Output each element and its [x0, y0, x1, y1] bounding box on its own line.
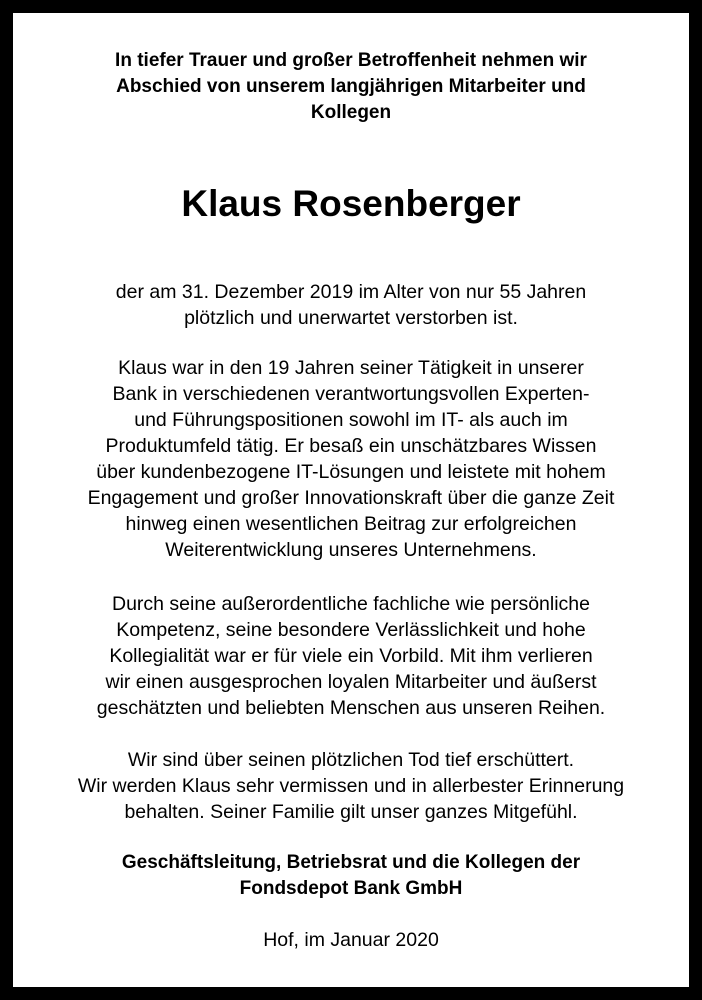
obituary-content — [13, 13, 689, 987]
obituary-frame — [13, 13, 689, 987]
paragraph3-line-5: geschätzten und beliebten Menschen aus unseren Reihen. — [96, 697, 606, 719]
paragraph2-line-2: Bank in verschiedenen verantwortungsvollen Experten- — [112, 383, 590, 405]
signature-line-1: Geschäftsleitung, Betriebsrat und die Kollegen der — [121, 852, 581, 873]
paragraph2-line-3: und Führungspositionen sowohl im IT- als auch im — [134, 409, 568, 431]
paragraph4-line-2: Wir werden Klaus sehr vermissen und in allerbester Erinnerung — [77, 775, 625, 797]
intro-line-1: In tiefer Trauer und großer Betroffenheit nehmen wir — [115, 50, 587, 71]
paragraph4-line-3: behalten. Seiner Familie gilt unser ganzes Mitgefühl. — [124, 801, 578, 823]
paragraph3-line-1: Durch seine außerordentliche fachliche wie persönliche — [111, 593, 590, 615]
place-date: Hof, im Januar 2020 — [263, 929, 439, 951]
paragraph2-line-4: Produktumfeld tätig. Er besaß ein unschätzbares Wissen — [105, 435, 597, 457]
deceased-name: Klaus Rosenberger — [181, 183, 521, 224]
intro-line-3: Kollegen — [310, 102, 392, 123]
paragraph2-line-6: Engagement und großer Innovationskraft über die ganze Zeit — [87, 487, 615, 509]
paragraph2-line-1: Klaus war in den 19 Jahren seiner Tätigkeit in unserer — [118, 357, 584, 379]
paragraph3-line-3: Kollegialität war er für viele ein Vorbild. Mit ihm verlieren — [109, 645, 593, 667]
paragraph1-line-2: plötzlich und unerwartet verstorben ist. — [184, 307, 518, 329]
paragraph4-line-1: Wir sind über seinen plötzlichen Tod tief erschüttert. — [127, 749, 575, 771]
paragraph2-line-7: hinweg einen wesentlichen Beitrag zur erfolgreichen — [125, 513, 577, 535]
paragraph2-line-5: über kundenbezogene IT-Lösungen und leistete mit hohem — [96, 461, 606, 483]
intro-line-2: Abschied von unserem langjährigen Mitarbeiter und — [116, 76, 586, 97]
paragraph3-line-2: Kompetenz, seine besondere Verlässlichkeit und hohe — [116, 619, 586, 641]
paragraph2-line-8: Weiterentwicklung unseres Unternehmens. — [165, 539, 537, 561]
paragraph3-line-4: wir einen ausgesprochen loyalen Mitarbeiter und äußerst — [105, 671, 597, 693]
paragraph1-line-1: der am 31. Dezember 2019 im Alter von nur 55 Jahren — [115, 281, 587, 303]
signature-line-2: Fondsdepot Bank GmbH — [239, 878, 463, 899]
